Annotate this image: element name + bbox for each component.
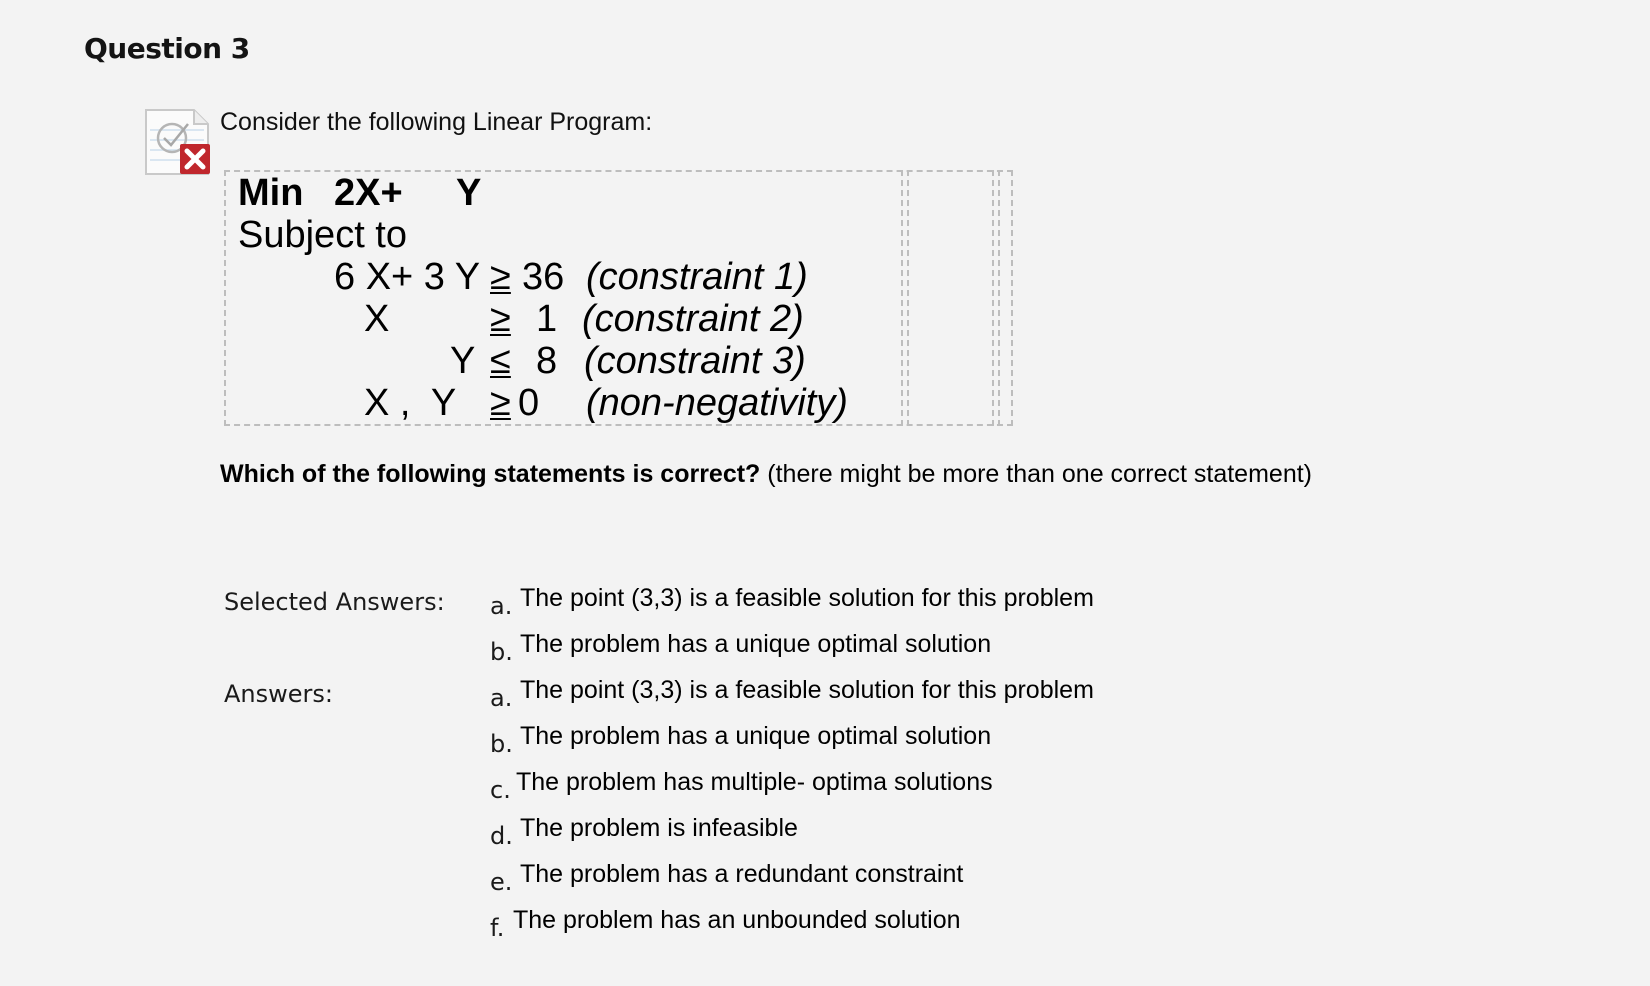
answer-text: The problem has multiple- optima solutions xyxy=(516,768,993,796)
answer-text: The problem has a unique optimal solution xyxy=(520,630,992,658)
constraint-4-rhs: 0 xyxy=(518,382,540,424)
constraint-3-lhs: Y xyxy=(450,340,476,382)
constraint-2-op: ≥ xyxy=(490,298,511,340)
constraint-1-rhs: 36 xyxy=(522,256,565,298)
constraint-2-label: (constraint 2) xyxy=(582,298,804,340)
constraint-1-lhs: 6 X+ 3 Y xyxy=(334,256,481,298)
answer-text: The point (3,3) is a feasible solution for this problem xyxy=(520,676,1094,704)
answer-text: The problem has a redundant constraint xyxy=(520,860,964,888)
lp-subject-to: Subject to xyxy=(238,214,407,256)
question-prompt xyxy=(220,460,1312,489)
constraint-4-label: (non-negativity) xyxy=(586,382,848,424)
answer-letter: d. xyxy=(490,822,513,850)
answer-letter: e. xyxy=(490,868,513,896)
answers-label: Answers: xyxy=(224,680,333,708)
answer-text: The problem has a unique optimal solution xyxy=(520,722,992,750)
constraint-3-op: ≤ xyxy=(490,340,511,382)
lp-frame-divider-2 xyxy=(992,170,1000,426)
constraint-2-rhs: 1 xyxy=(536,298,558,340)
answer-text: The problem is infeasible xyxy=(520,814,798,842)
answer-letter: f. xyxy=(490,914,505,942)
answer-letter: c. xyxy=(490,776,511,804)
constraint-4-op: ≥ xyxy=(490,382,511,424)
constraint-4-lhs: X , Y xyxy=(364,382,457,424)
lp-objective-keyword: Min xyxy=(238,172,304,214)
lp-objective-x: 2X+ xyxy=(334,172,403,214)
answer-letter: a. xyxy=(490,592,513,620)
constraint-1-label: (constraint 1) xyxy=(586,256,808,298)
question-title: Question 3 xyxy=(84,32,250,65)
constraint-2-lhs: X xyxy=(364,298,390,340)
selected-answers-label: Selected Answers: xyxy=(224,588,445,616)
question-prompt-bold: Which of the following statements is correct? xyxy=(220,460,761,488)
answer-letter: b. xyxy=(490,730,513,758)
constraint-3-label: (constraint 3) xyxy=(584,340,806,382)
answer-letter: b. xyxy=(490,638,513,666)
incorrect-icon xyxy=(144,108,212,176)
question-intro: Consider the following Linear Program: xyxy=(220,108,653,136)
lp-frame-divider-1 xyxy=(901,170,909,426)
answer-letter: a. xyxy=(490,684,513,712)
constraint-3-rhs: 8 xyxy=(536,340,558,382)
lp-objective-y: Y xyxy=(456,172,482,214)
question-prompt-note: (there might be more than one correct statement) xyxy=(760,460,1312,488)
constraint-1-op: ≥ xyxy=(490,256,511,298)
answer-text: The problem has an unbounded solution xyxy=(513,906,961,934)
linear-program-box xyxy=(224,170,1013,426)
answer-text: The point (3,3) is a feasible solution for this problem xyxy=(520,584,1094,612)
